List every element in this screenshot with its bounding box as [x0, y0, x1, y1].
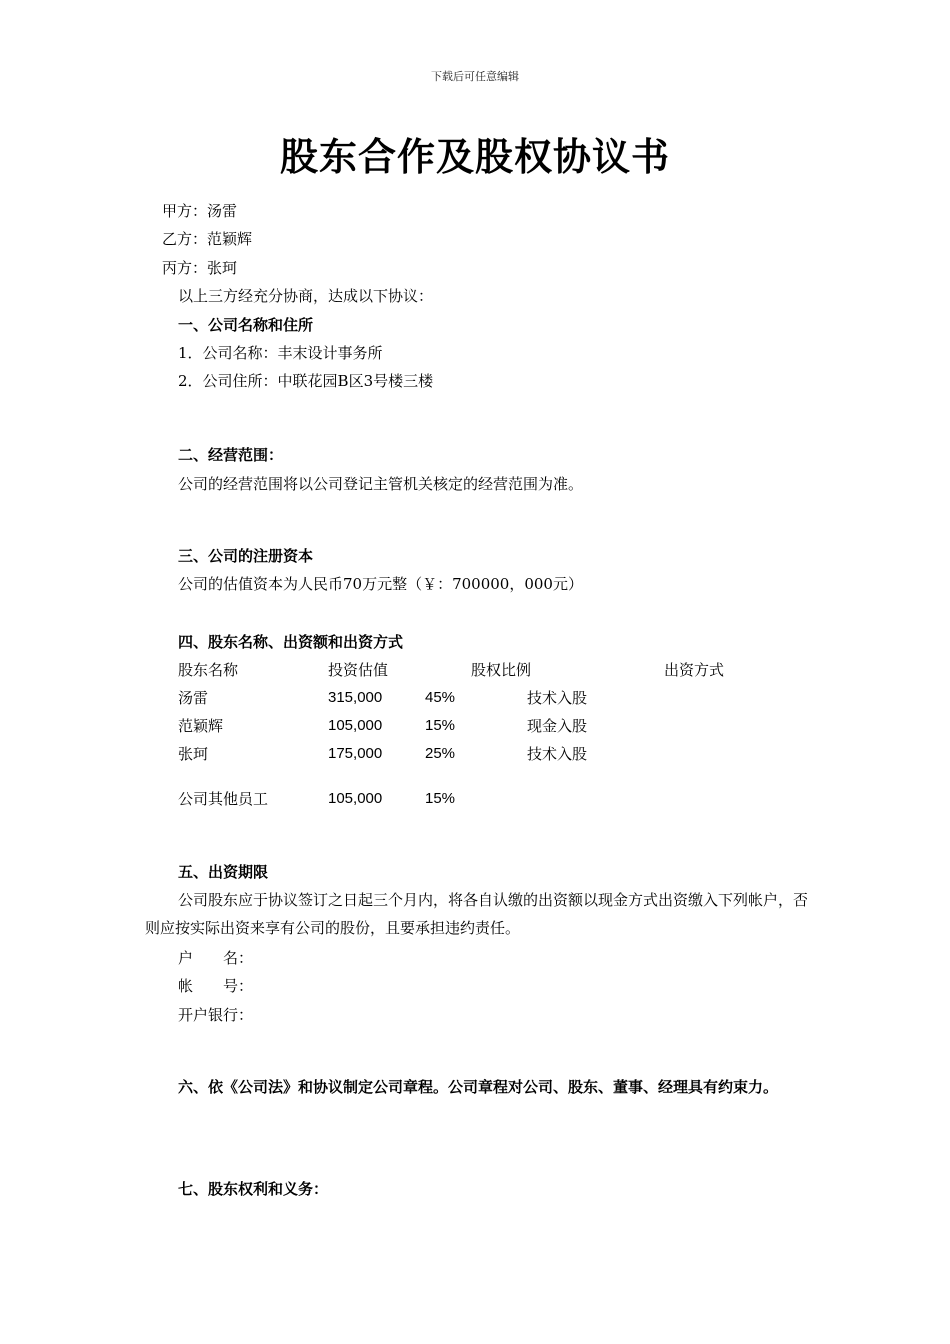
- account-name-label: 户 名：: [178, 949, 254, 967]
- intro-text: 以上三方经充分协商，达成以下协议：: [178, 287, 434, 305]
- table-cell-amount: 175,000: [328, 745, 383, 762]
- company-name: 1．公司名称：丰末设计事务所: [178, 344, 383, 362]
- table-cell-name: 汤雷: [178, 689, 209, 707]
- table-cell-method: 技术入股: [527, 689, 588, 707]
- header-note: 下载后可任意编辑: [431, 70, 519, 83]
- table-cell-name: 范颖辉: [178, 717, 224, 735]
- table-cell-ratio: 45%: [425, 689, 456, 706]
- party-b: 乙方：范颖辉: [162, 230, 253, 248]
- section1-heading: 一、公司名称和住所: [178, 316, 314, 334]
- account-number-label: 帐 号：: [178, 977, 254, 995]
- table-cell-ratio: 15%: [425, 717, 456, 734]
- section2-text: 公司的经营范围将以公司登记主管机关核定的经营范围为准。: [178, 475, 584, 493]
- bank-label: 开户银行：: [178, 1006, 254, 1024]
- section4-heading: 四、股东名称、出资额和出资方式: [178, 633, 404, 651]
- section5-heading: 五、出资期限: [178, 863, 269, 881]
- table-cell-amount: 315,000: [328, 689, 383, 706]
- party-c: 丙方：张珂: [162, 259, 238, 277]
- company-address: 2．公司住所：中联花园B区3号楼三楼: [178, 372, 434, 390]
- document-title: 股东合作及股权协议书: [279, 134, 670, 179]
- table-cell-name: 张珂: [178, 745, 209, 763]
- table-cell-method: 技术入股: [527, 745, 588, 763]
- table-cell-ratio: 25%: [425, 745, 456, 762]
- table-header: 股东名称: [178, 661, 239, 679]
- table-cell-amount: 105,000: [328, 717, 383, 734]
- section5-text: 公司股东应于协议签订之日起三个月内，将各自认缴的出资额以现金方式出资缴入下列帐户，否则应按实际出资来享有公司的股份，且要承担违约责任。: [145, 891, 809, 937]
- table-header: 投资估值: [328, 661, 389, 679]
- table-header: 出资方式: [664, 661, 725, 679]
- section6-text: 六、依《公司法》和协议制定公司章程。公司章程对公司、股东、董事、经理具有约束力。: [178, 1078, 779, 1096]
- section7-heading: 七、股东权利和义务：: [178, 1180, 329, 1198]
- party-a: 甲方：汤雷: [162, 202, 238, 220]
- table-cell-method: 现金入股: [527, 717, 588, 735]
- table-header: 股权比例: [471, 661, 532, 679]
- section3-text: 公司的估值资本为人民币70万元整（￥：700000，000元）: [178, 575, 583, 593]
- table-cell-name: 公司其他员工: [178, 790, 269, 808]
- table-cell-ratio: 15%: [425, 790, 456, 807]
- section2-heading: 二、经营范围：: [178, 446, 284, 464]
- table-cell-amount: 105,000: [328, 790, 383, 807]
- section3-heading: 三、公司的注册资本: [178, 547, 314, 565]
